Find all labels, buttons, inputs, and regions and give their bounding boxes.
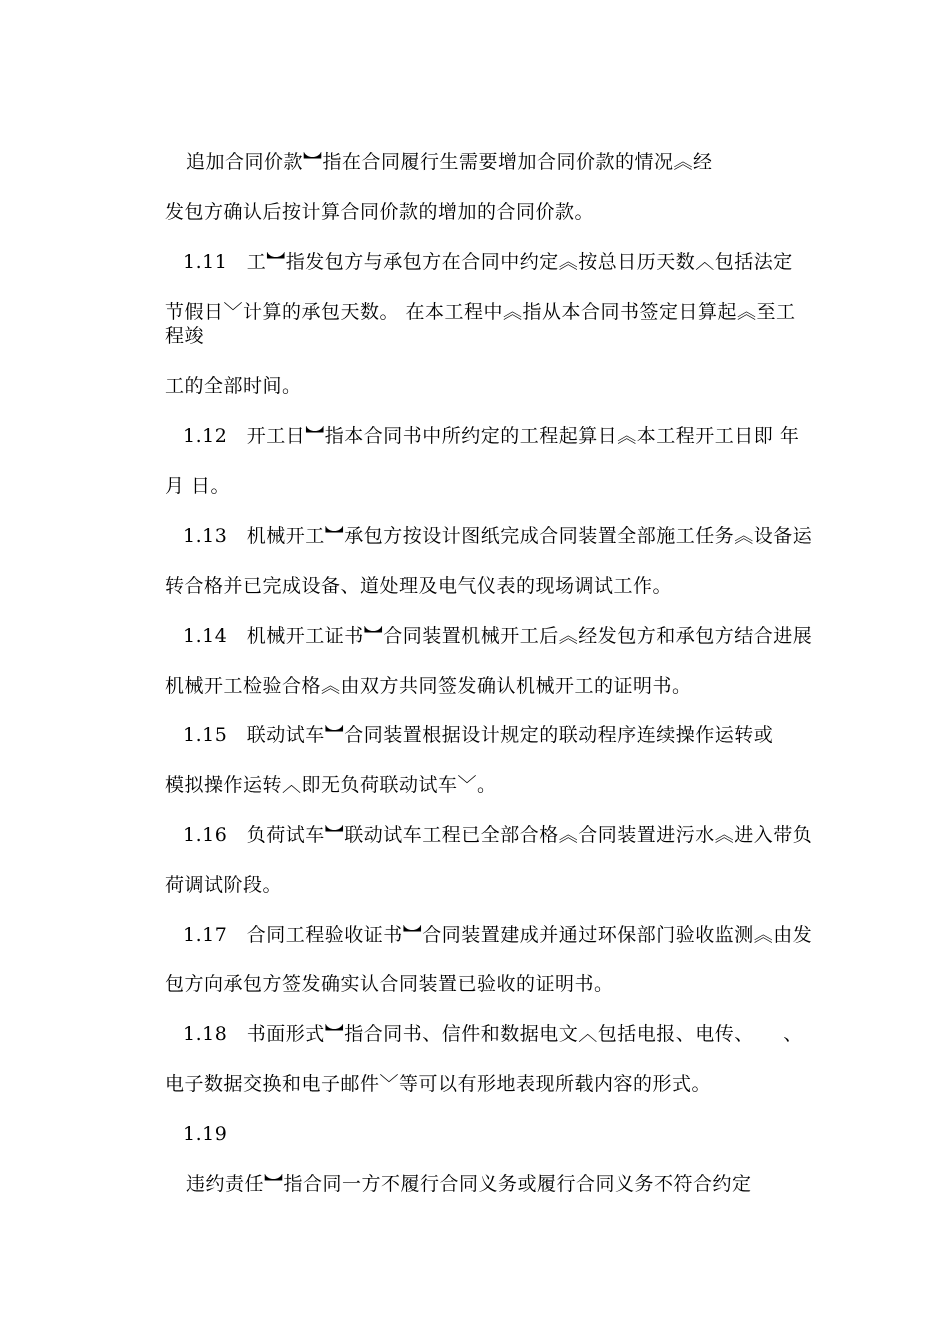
paragraph-line: 月 日。 <box>165 475 231 497</box>
paragraph-line: 违约责任︼指合同一方不履行合同义务或履行合同义务不符合约定 <box>186 1173 752 1195</box>
paragraph-line: 模拟操作运转︿即无负荷联动试车﹀。 <box>165 774 497 796</box>
clause-line: 1.12 开工日︼指本合同书中所约定的工程起算日︽本工程开工日即 年 <box>183 425 800 447</box>
paragraph-line: 电子数据交换和电子邮件﹀等可以有形地表现所载内容的形式。 <box>165 1073 712 1095</box>
clause-line: 1.15 联动试车︼合同装置根据设计规定的联动程序连续操作运转或 <box>183 724 774 746</box>
paragraph-line: 转合格并已完成设备、道处理及电气仪表的现场调试工作。 <box>165 575 673 597</box>
paragraph-line: 程竣 <box>165 325 205 347</box>
clause-line: 1.14 机械开工证书︼合同装置机械开工后︽经发包方和承包方结合进展 <box>183 625 813 647</box>
clause-line: 1.16 负荷试车︼联动试车工程已全部合格︽合同装置进污水︽进入带负 <box>183 824 813 846</box>
paragraph-line: 包方向承包方签发确实认合同装置已验收的证明书。 <box>165 973 614 995</box>
paragraph-line: 机械开工检验合格︽由双方共同签发确认机械开工的证明书。 <box>165 675 692 697</box>
paragraph-line: 工的全部时间。 <box>165 375 302 397</box>
clause-line: 1.18 书面形式︼指合同书、信件和数据电文︿包括电报、电传、 、 <box>183 1023 803 1045</box>
paragraph-line: 荷调试阶段。 <box>165 874 283 896</box>
clause-number: 1.19 <box>183 1123 228 1145</box>
paragraph-line: 追加合同价款︼指在合同履行生需要增加合同价款的情况︽经 <box>186 151 713 173</box>
paragraph-line: 发包方确认后按计算合同价款的增加的合同价款。 <box>165 201 595 223</box>
clause-line: 1.11 工︼指发包方与承包方在合同中约定︽按总日历天数︿包括法定 <box>183 251 793 273</box>
clause-line: 1.13 机械开工︼承包方按设计图纸完成合同装置全部施工任务︽设备运 <box>183 525 813 547</box>
paragraph-line: 节假日﹀计算的承包天数。 在本工程中︽指从本合同书签定日算起︽至工 <box>165 301 796 323</box>
clause-line: 1.17 合同工程验收证书︼合同装置建成并通过环保部门验收监测︽由发 <box>183 924 813 946</box>
